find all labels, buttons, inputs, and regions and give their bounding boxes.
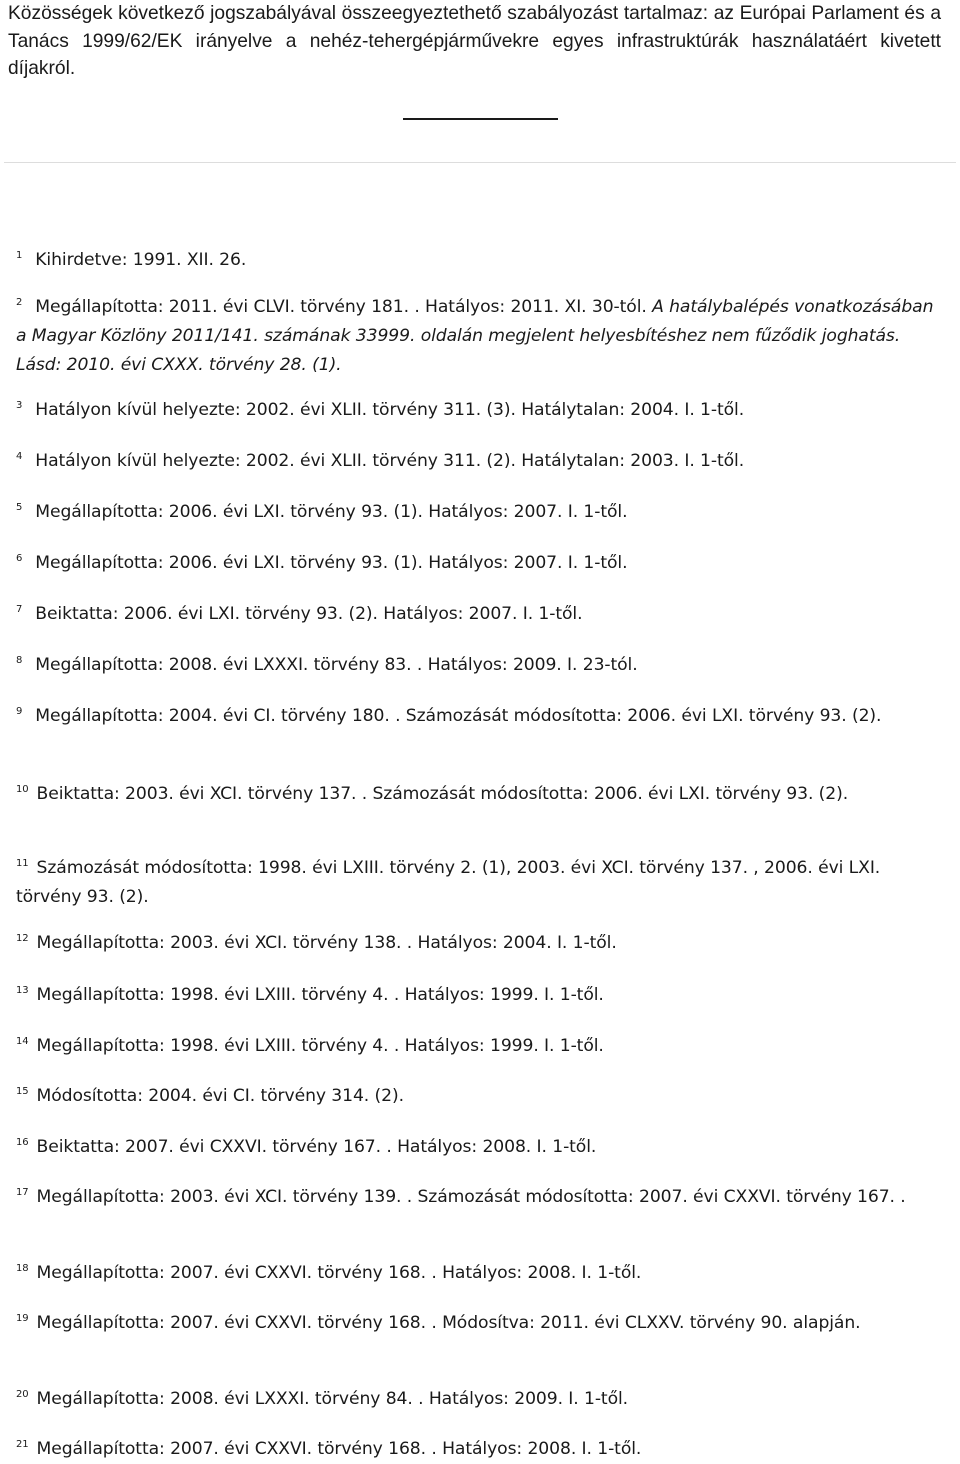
footnote-text: Megállapította: 2006. évi LXI. törvény 93. (1). Hatályos: 2007. I. 1-től. [35, 502, 628, 522]
footnote-divider [403, 118, 558, 120]
footnote-number: 6 [16, 553, 23, 564]
footnote-text: Megállapította: 2007. évi CXXVI. törvény 168. . Módosítva: 2011. évi CLXXV. törvény 90. alapján. [36, 1313, 861, 1333]
footnote-1 [16, 246, 941, 275]
footnote-16 [16, 1133, 941, 1162]
footnote-4 [16, 447, 941, 476]
footnote-13 [16, 981, 941, 1010]
footnote-number: 13 [16, 985, 29, 996]
footnote-7 [16, 600, 941, 629]
footnote-text: Beiktatta: 2006. évi LXI. törvény 93. (2). Hatályos: 2007. I. 1-től. [35, 604, 583, 624]
footnote-number: 9 [16, 706, 23, 717]
footnote-text: Beiktatta: 2003. évi XCI. törvény 137. . Számozását módosította: 2006. évi LXI. törvény 93. (2). [36, 784, 849, 804]
footnote-number: 11 [16, 858, 29, 869]
footnote-21 [16, 1435, 941, 1464]
footnote-text: Megállapította: 2003. évi XCI. törvény 139. . Számozását módosította: 2007. évi CXXVI. törvény 167. . [36, 1187, 906, 1207]
footnote-number: 15 [16, 1086, 29, 1097]
footnote-number: 14 [16, 1036, 29, 1047]
footnote-number: 5 [16, 502, 23, 513]
footnote-number: 3 [16, 400, 23, 411]
footnote-text: Kihirdetve: 1991. XII. 26. [35, 250, 247, 270]
footnote-number: 12 [16, 933, 29, 944]
footnote-text: Megállapította: 2006. évi LXI. törvény 93. (1). Hatályos: 2007. I. 1-től. [35, 553, 628, 573]
footnote-20 [16, 1385, 941, 1414]
footnote-text: Megállapította: 2007. évi CXXVI. törvény 168. . Hatályos: 2008. I. 1-től. [36, 1263, 642, 1283]
footnote-text: Számozását módosította: 1998. évi LXIII. törvény 2. (1), 2003. évi XCI. törvény 137. , 2006. évi LXI. törvény 93. (2). [16, 858, 881, 907]
footnote-text: Hatályon kívül helyezte: 2002. évi XLII. törvény 311. (2). Hatálytalan: 2003. I. 1-től. [35, 451, 745, 471]
footnote-text: Módosította: 2004. évi CI. törvény 314. (2). [36, 1086, 404, 1106]
footnote-text: Megállapította: 1998. évi LXIII. törvény 4. . Hatályos: 1999. I. 1-től. [36, 1036, 604, 1056]
footnote-number: 4 [16, 451, 23, 462]
footnote-text: Megállapította: 2008. évi LXXXI. törvény 84. . Hatályos: 2009. I. 1-től. [36, 1389, 629, 1409]
footnote-number: 2 [16, 297, 23, 308]
footnote-number: 1 [16, 250, 23, 261]
footnote-11 [16, 854, 941, 912]
footnote-text: Megállapította: 2003. évi XCI. törvény 138. . Hatályos: 2004. I. 1-től. [36, 933, 617, 953]
footnote-note: A hatálybalépés vonatkozásában a Magyar Közlöny 2011/141. számának 33999. oldalán megjelent helyesbítéshez nem fűződik joghatás. Lásd: 2010. évi CXXX. törvény 28. (1). [16, 297, 934, 375]
footnote-text: Hatályon kívül helyezte: 2002. évi XLII. törvény 311. (3). Hatálytalan: 2004. I. 1-től. [35, 400, 745, 420]
intro-paragraph: Közösségek következő jogszabályával összeegyeztethető szabályozást tartalmaz: az Európai Parlament és a Tanács 1999/62/EK irányelve a nehéz-tehergépjárművekre egyes infrastruktúrák használatáért kivetett díjakról. [8, 3, 941, 79]
footnote-8 [16, 651, 941, 680]
footnote-14 [16, 1032, 941, 1061]
footnote-number: 7 [16, 604, 23, 615]
footnote-number: 17 [16, 1187, 29, 1198]
footnote-2 [16, 293, 941, 380]
footnote-text: Megállapította: 2011. évi CLVI. törvény 181. . Hatályos: 2011. XI. 30-tól. [35, 297, 647, 317]
footnote-12 [16, 929, 941, 958]
footnote-number: 21 [16, 1439, 29, 1450]
footnote-17 [16, 1183, 941, 1212]
footnote-number: 10 [16, 784, 29, 795]
footnote-9 [16, 702, 941, 731]
footnote-10 [16, 780, 941, 809]
footnote-number: 18 [16, 1263, 29, 1274]
footnote-text: Megállapította: 2008. évi LXXXI. törvény 83. . Hatályos: 2009. I. 23-tól. [35, 655, 638, 675]
footnote-6 [16, 549, 941, 578]
footnote-text: Megállapította: 2007. évi CXXVI. törvény 168. . Hatályos: 2008. I. 1-től. [36, 1439, 642, 1459]
footnote-text: Megállapította: 2004. évi CI. törvény 180. . Számozását módosította: 2006. évi LXI. törvény 93. (2). [35, 706, 882, 726]
footnote-text: Beiktatta: 2007. évi CXXVI. törvény 167. . Hatályos: 2008. I. 1-től. [36, 1137, 597, 1157]
footnote-number: 19 [16, 1313, 29, 1324]
footnote-15 [16, 1082, 941, 1111]
footnote-19 [16, 1309, 941, 1338]
footnote-number: 8 [16, 655, 23, 666]
footnote-text: Megállapította: 1998. évi LXIII. törvény 4. . Hatályos: 1999. I. 1-től. [36, 985, 604, 1005]
footnote-number: 16 [16, 1137, 29, 1148]
section-separator [4, 162, 956, 163]
footnote-18 [16, 1259, 941, 1288]
footnote-3 [16, 396, 941, 425]
footnote-number: 20 [16, 1389, 29, 1400]
footnote-5 [16, 498, 941, 527]
